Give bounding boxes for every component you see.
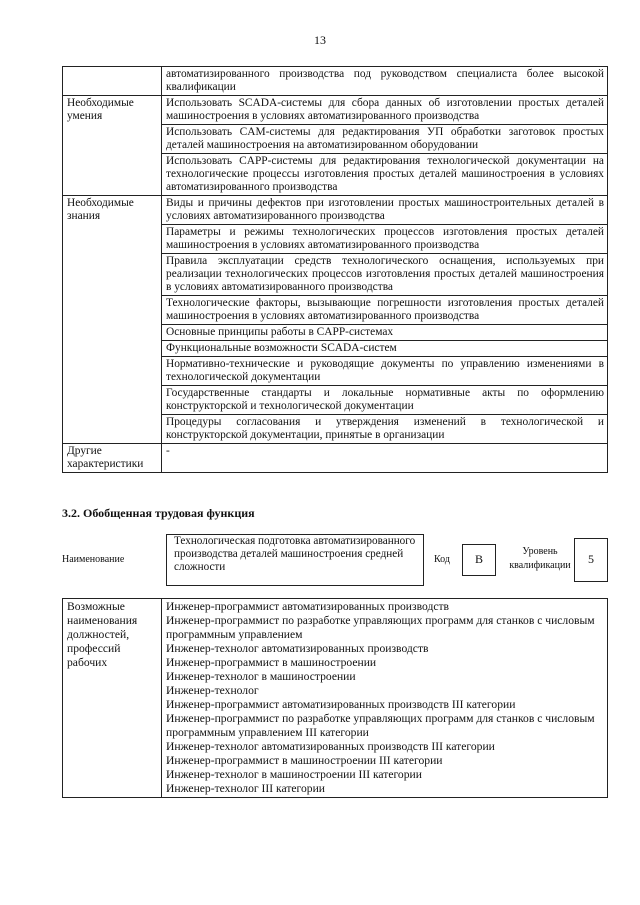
table-row — [63, 96, 608, 125]
table-cell: Использовать SCADA-системы для сбора данных об изготовлении простых деталей машиностроения в условиях автоматизированного производства — [162, 96, 608, 125]
job-titles-label: Возможные наименования должностей, профессий рабочих — [63, 599, 162, 798]
row-group-label: Необходимые умения — [63, 96, 162, 196]
job-titles-list — [162, 599, 608, 798]
code-label: Код — [434, 554, 450, 565]
generalized-function-header — [62, 534, 608, 586]
list-item: Инженер-технолог в машиностроении III категории — [166, 768, 422, 781]
table-cell: Параметры и режимы технологических процессов изготовления простых деталей машиностроения в условиях автоматизированного производства — [162, 225, 608, 254]
list-item: Инженер-программист в машиностроении III категории — [166, 754, 443, 767]
list-item: Инженер-программист в машиностроении — [166, 656, 377, 669]
level-value: 5 — [588, 552, 594, 566]
job-titles-table — [62, 598, 608, 798]
list-item: Инженер-технолог — [166, 684, 259, 697]
name-label: Наименование — [62, 554, 125, 565]
level-box — [574, 538, 608, 582]
skills-knowledge-table — [62, 66, 608, 473]
row-group-label: Необходимые знания — [63, 196, 162, 444]
table-cell: Функциональные возможности SCADA-систем — [162, 341, 608, 357]
table-cell: Использовать CAPP-системы для редактирования технологической документации на технологические процессы изготовления простых деталей машиностроения в условиях автоматизированного производства — [162, 154, 608, 196]
table-row — [63, 196, 608, 225]
level-label: Уровень квалификации — [509, 546, 571, 571]
code-box — [462, 544, 496, 576]
table-row — [63, 444, 608, 473]
list-item: Инженер-программист автоматизированных производств — [166, 600, 450, 613]
table-cell: - — [162, 444, 608, 473]
list-item: Инженер-технолог автоматизированных производств — [166, 642, 429, 655]
table-cell: Основные принципы работы в CAPP-системах — [162, 325, 608, 341]
table-cell: Технологические факторы, вызывающие погрешности изготовления простых деталей машиностроения в условиях автоматизированного производства — [162, 296, 608, 325]
section-title: 3.2. Обобщенная трудовая функция — [62, 506, 255, 520]
table-cell: Правила эксплуатации средств технологического оснащения, используемых при реализации технологических процессов изготовления простых деталей машиностроения в условиях автоматизированного производства — [162, 254, 608, 296]
table-cell: Нормативно-технические и руководящие документы по управлению изменениями в технологической документации — [162, 357, 608, 386]
list-item: Инженер-технолог в машиностроении — [166, 670, 356, 683]
list-item: Инженер-программист по разработке управляющих программ для станков с числовым программным управлением — [166, 614, 595, 641]
list-item: Инженер-программист автоматизированных производств III категории — [166, 698, 516, 711]
table-cell: Использовать CAM-системы для редактирования УП обработки заготовок простых деталей машиностроения на автоматизированном оборудовании — [162, 125, 608, 154]
name-value: Технологическая подготовка автоматизированного производства деталей машиностроения средней сложности — [174, 535, 416, 573]
table-row — [63, 67, 608, 96]
list-item: Инженер-программист по разработке управляющих программ для станков с числовым программным управлением III категории — [166, 712, 595, 739]
row-group-label — [63, 67, 162, 96]
table-cell: Виды и причины дефектов при изготовлении простых машиностроительных деталей в условиях автоматизированного производства — [162, 196, 608, 225]
table-cell: Государственные стандарты и локальные нормативные акты по оформлению конструкторской и технологической документации — [162, 386, 608, 415]
table-cell: Процедуры согласования и утверждения изменений в технологической и конструкторской документации, принятые в организации — [162, 415, 608, 444]
page-number: 13 — [314, 33, 326, 47]
name-value-box — [166, 534, 424, 586]
code-value: В — [474, 552, 483, 566]
list-item: Инженер-технолог автоматизированных производств III категории — [166, 740, 495, 753]
row-group-label: Другие характеристики — [63, 444, 162, 473]
list-item: Инженер-технолог III категории — [166, 782, 325, 795]
table-cell: автоматизированного производства под руководством специалиста более высокой квалификации — [162, 67, 608, 96]
